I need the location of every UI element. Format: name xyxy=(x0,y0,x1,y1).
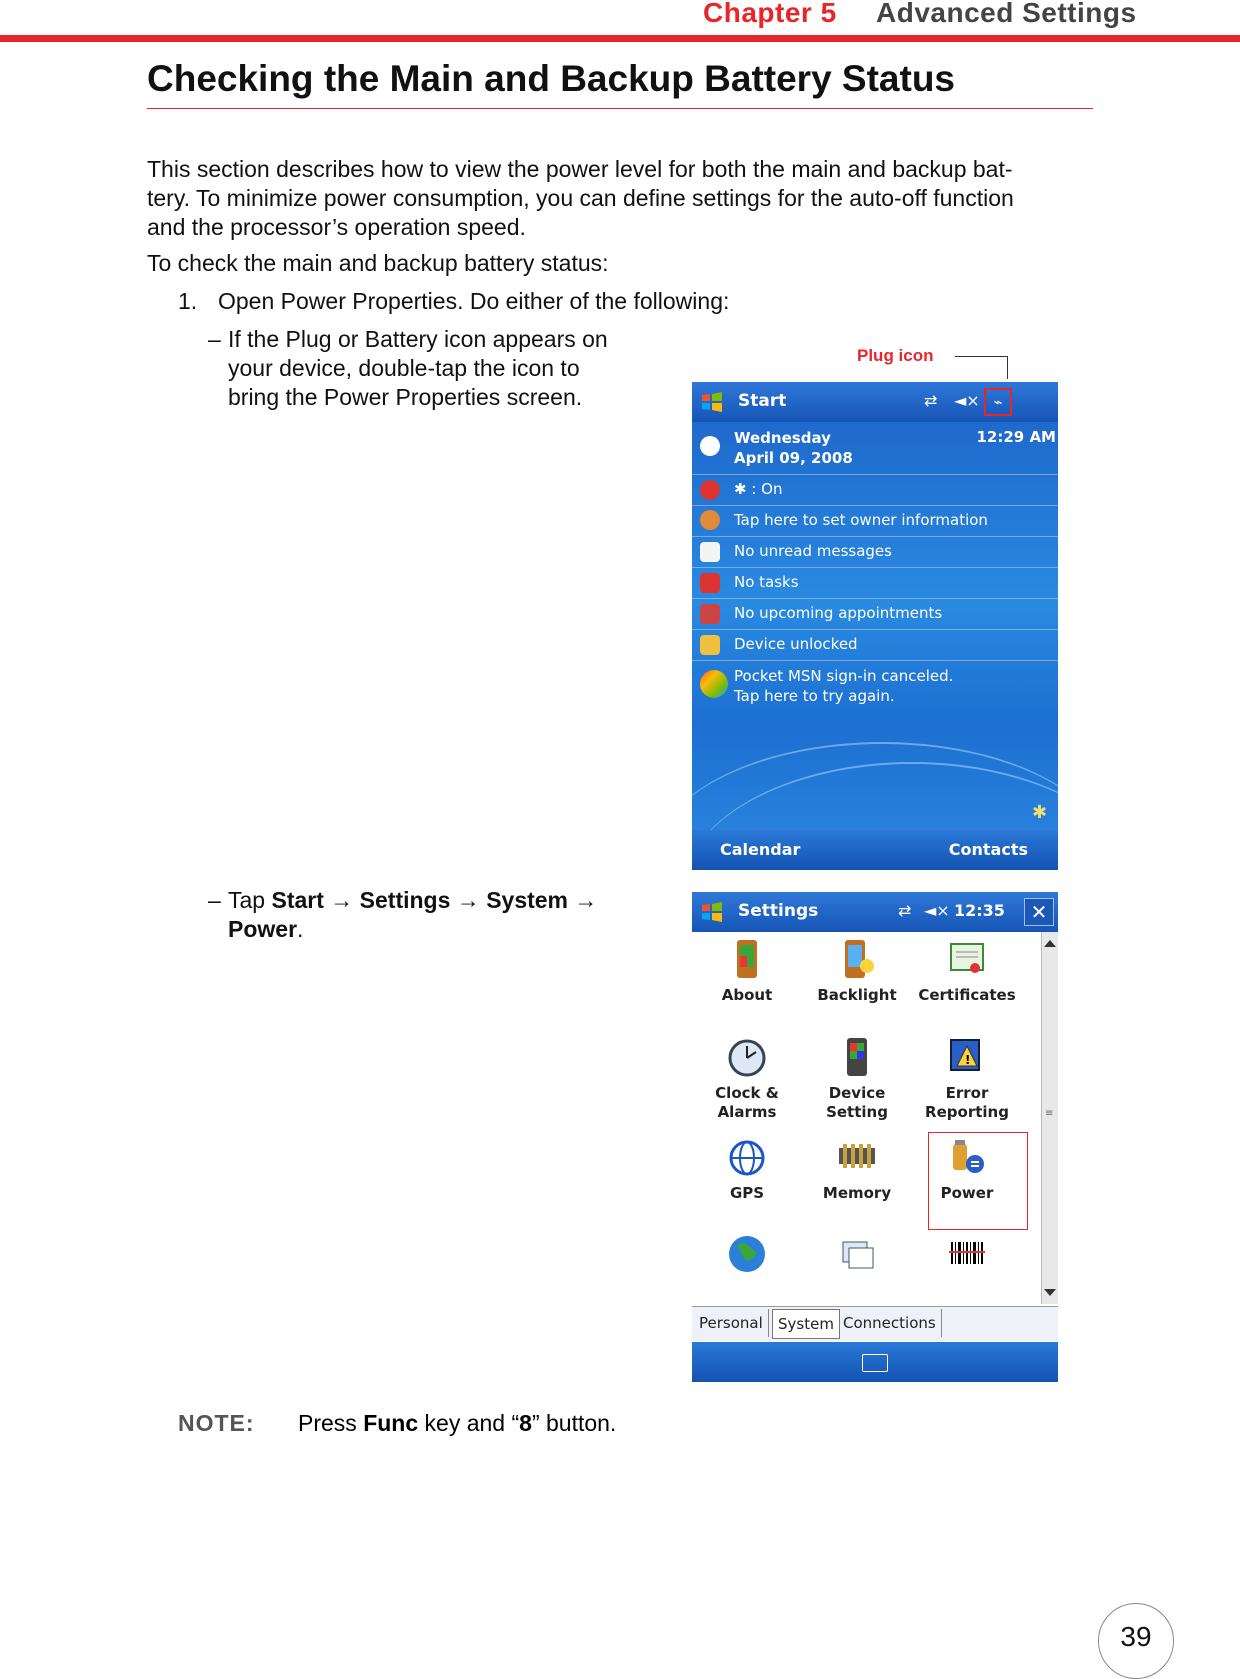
owner-icon xyxy=(700,510,720,530)
title-bar xyxy=(692,382,1058,422)
settings-tabs xyxy=(692,1306,1058,1341)
clock-icon xyxy=(727,1036,767,1080)
path-power: Power xyxy=(228,916,298,942)
device-setting-icon xyxy=(837,1036,877,1080)
device-setting-label: Device Setting xyxy=(826,1084,888,1121)
about-icon xyxy=(727,938,767,982)
scroll-down-arrow-icon[interactable] xyxy=(1044,1289,1056,1296)
volume-icon[interactable]: ◄× xyxy=(954,391,980,410)
keyboard-icon[interactable] xyxy=(862,1354,888,1372)
bullet-dash: – xyxy=(208,326,221,352)
msn-butterfly-icon xyxy=(700,670,728,698)
tap-word: Tap xyxy=(228,887,272,913)
backlight-label: Backlight xyxy=(817,986,897,1004)
path-arrow: → xyxy=(450,887,487,913)
start-title[interactable]: Start xyxy=(738,391,787,411)
path-arrow: → xyxy=(568,887,598,913)
scrollbar[interactable] xyxy=(1041,932,1058,1304)
step-number: 1. xyxy=(178,288,198,314)
gps-item[interactable] xyxy=(692,1136,802,1203)
step-1 xyxy=(178,287,729,316)
backlight-icon xyxy=(837,938,877,982)
section-label: Advanced Settings xyxy=(876,0,1137,28)
error-reporting-item[interactable] xyxy=(912,1036,1022,1122)
barcode-icon xyxy=(947,1232,987,1276)
contacts-softkey[interactable]: Contacts xyxy=(948,840,1028,859)
windows-flag-icon xyxy=(700,390,724,414)
lock-text: Device unlocked xyxy=(734,635,858,653)
page-title: Checking the Main and Backup Battery Status xyxy=(147,58,956,99)
close-button[interactable]: ✕ xyxy=(1024,898,1054,926)
scroll-up-arrow-icon[interactable] xyxy=(1044,940,1056,947)
bluetooth-status: ✱ : On xyxy=(734,480,783,498)
tasks-icon xyxy=(700,573,720,593)
volume-icon[interactable]: ◄× xyxy=(924,901,950,920)
note xyxy=(178,1410,616,1437)
bullet-plug-icon xyxy=(208,325,668,412)
step-text: Open Power Properties. Do either of the following: xyxy=(218,288,730,314)
msn-line: Pocket MSN sign-in canceled. xyxy=(734,667,954,685)
input-bar xyxy=(692,1342,1058,1382)
gps-globe-icon xyxy=(727,1136,767,1180)
device-setting-item[interactable] xyxy=(802,1036,912,1122)
scanner-item[interactable] xyxy=(912,1232,1022,1280)
softkey-bar xyxy=(692,830,1058,870)
path-settings: Settings xyxy=(359,887,451,913)
msn-row[interactable] xyxy=(692,660,1058,710)
svg-text:!: ! xyxy=(965,1053,971,1067)
time-display[interactable]: 12:35 xyxy=(954,901,1005,920)
clock-alarms-item[interactable] xyxy=(692,1036,802,1122)
programs-icon xyxy=(837,1232,877,1276)
power-label: Power xyxy=(940,1184,994,1202)
envelope-icon xyxy=(700,542,720,562)
tasks-text: No tasks xyxy=(734,573,799,591)
plug-icon[interactable]: ⌁ xyxy=(984,388,1012,416)
clock-icon xyxy=(700,436,720,456)
globe-icon xyxy=(727,1232,767,1276)
remove-programs-item[interactable] xyxy=(802,1232,912,1280)
bullet-line: your device, double-tap the icon to xyxy=(228,355,580,381)
settings-screenshot xyxy=(692,892,1058,1382)
tasks-row[interactable] xyxy=(692,567,1058,599)
windows-flag-icon xyxy=(700,900,724,924)
header-rule xyxy=(0,35,1240,42)
backlight-item[interactable] xyxy=(802,938,912,1005)
note-text: key and “ xyxy=(418,1410,520,1436)
scroll-thumb[interactable]: ≡ xyxy=(1045,1108,1054,1119)
today-sparkle-icon: ✱ xyxy=(1032,802,1048,823)
wireless-icon xyxy=(700,480,720,500)
bluetooth-row[interactable] xyxy=(692,474,1058,506)
settings-title[interactable]: Settings xyxy=(738,901,819,921)
intro-line: and the processor’s operation speed. xyxy=(147,214,526,240)
instruction-lead: To check the main and backup battery status: xyxy=(147,250,609,276)
memory-label: Memory xyxy=(822,1184,892,1202)
note-key: 8 xyxy=(519,1410,532,1436)
tab-connections[interactable]: Connections xyxy=(838,1309,942,1337)
note-text: Press xyxy=(298,1410,364,1436)
date-row[interactable] xyxy=(692,422,1058,475)
time-display: 12:29 AM xyxy=(976,428,1056,446)
certificate-icon xyxy=(947,938,987,982)
intro-paragraph xyxy=(147,155,1097,242)
tab-personal[interactable]: Personal xyxy=(694,1309,769,1337)
calendar-softkey[interactable]: Calendar xyxy=(720,840,801,859)
messages-row[interactable] xyxy=(692,536,1058,568)
title-rule xyxy=(147,108,1093,109)
bullet-dash: – xyxy=(208,887,221,913)
today-screenshot xyxy=(692,382,1058,870)
calendar-icon xyxy=(700,604,720,624)
appointments-row[interactable] xyxy=(692,598,1058,630)
lock-row[interactable] xyxy=(692,629,1058,661)
msn-line: Tap here to try again. xyxy=(734,687,895,705)
certificates-label: Certificates xyxy=(918,986,1016,1004)
owner-row[interactable] xyxy=(692,505,1058,537)
error-reporting-label: Error Reporting xyxy=(925,1084,1009,1121)
appointments-text: No upcoming appointments xyxy=(734,604,943,622)
plug-icon-callout: Plug icon xyxy=(857,346,934,365)
note-func: Func xyxy=(363,1410,419,1436)
path-arrow: → xyxy=(323,887,360,913)
path-start: Start xyxy=(271,887,324,913)
lock-icon xyxy=(700,635,720,655)
certificates-item[interactable] xyxy=(912,938,1022,1005)
error-reporting-icon xyxy=(947,1036,987,1080)
connectivity-icon[interactable]: ⇄ xyxy=(924,391,938,410)
note-label: NOTE: xyxy=(178,1410,255,1436)
bullet-tap-path xyxy=(208,886,668,944)
memory-chip-icon xyxy=(837,1136,877,1180)
about-item[interactable] xyxy=(692,938,802,1005)
regional-item[interactable] xyxy=(692,1232,802,1280)
date: April 09, 2008 xyxy=(734,449,853,467)
callout-leader-line xyxy=(955,356,1008,379)
path-system: System xyxy=(486,887,569,913)
bullet-line: bring the Power Properties screen. xyxy=(228,384,583,410)
messages-text: No unread messages xyxy=(734,542,892,560)
page-number: 39 xyxy=(1098,1603,1174,1679)
date-text xyxy=(734,428,853,468)
msn-text xyxy=(734,666,953,706)
gps-label: GPS xyxy=(729,1184,765,1202)
memory-item[interactable] xyxy=(802,1136,912,1203)
intro-line: This section describes how to view the power level for both the main and backup bat- xyxy=(147,156,1013,182)
weekday: Wednesday xyxy=(734,429,831,447)
intro-line: tery. To minimize power consumption, you can define settings for the auto-off function xyxy=(147,185,1014,211)
owner-text: Tap here to set owner information xyxy=(734,511,988,529)
connectivity-icon[interactable]: ⇄ xyxy=(898,901,912,920)
path-period: . xyxy=(297,916,304,942)
chapter-label: Chapter 5 xyxy=(703,0,837,28)
bullet-line: If the Plug or Battery icon appears on xyxy=(228,326,608,352)
note-text: ” button. xyxy=(531,1410,617,1436)
power-highlight-box xyxy=(928,1132,1028,1230)
title-bar xyxy=(692,892,1058,932)
clock-alarms-label: Clock & Alarms xyxy=(715,1084,779,1121)
about-label: About xyxy=(721,986,773,1004)
tab-system[interactable]: System xyxy=(772,1309,840,1339)
